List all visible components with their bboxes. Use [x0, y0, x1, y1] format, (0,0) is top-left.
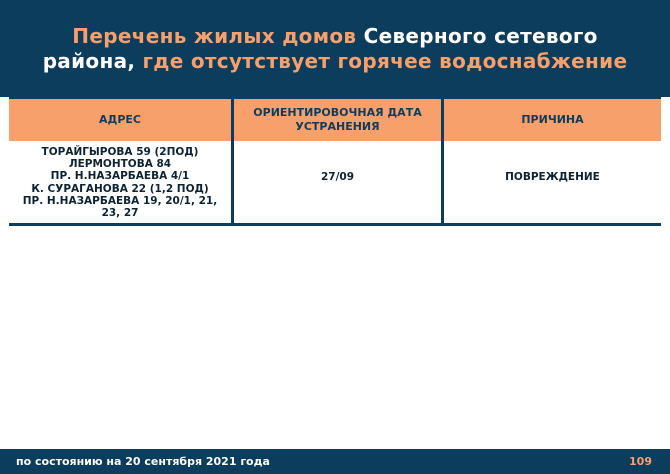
column-header-date: ОРИЕНТИРОВОЧНАЯ ДАТА УСТРАНЕНИЯ: [231, 99, 441, 141]
page-footer: [0, 449, 670, 474]
address-line: ЛЕРМОНТОВА 84: [68, 158, 172, 171]
status-date: по состоянию на 20 сентября 2021 года: [16, 455, 270, 468]
houses-table: [9, 97, 661, 226]
page-number: 109: [629, 455, 652, 468]
table-row: [9, 141, 661, 223]
address-line: ПР. Н.НАЗАРБАЕВА 4/1: [50, 170, 190, 183]
address-line: ТОРАЙГЫРОВА 59 (2ПОД): [41, 146, 199, 158]
title-plain-1: Северного сетевого: [356, 23, 598, 48]
address-line: К. СУРАГАНОВА 22 (1,2 ПОД): [31, 182, 209, 195]
title-accent-2: где отсутствует горячее водоснабжение: [135, 48, 628, 73]
column-header-reason: ПРИЧИНА: [441, 99, 661, 141]
column-header-address: АДРЕС: [99, 113, 141, 126]
page-header: [0, 0, 670, 97]
title-plain-2: района,: [42, 48, 136, 73]
address-line: 23, 27: [101, 207, 139, 220]
cell-date: 27/09: [231, 141, 441, 223]
title-line-2: [43, 49, 628, 74]
cell-reason: ПОВРЕЖДЕНИЕ: [441, 141, 661, 223]
table-header-row: [9, 97, 661, 141]
title-accent-1: Перечень жилых домов: [72, 23, 357, 48]
title-line-1: [72, 24, 597, 49]
address-line: ПР. Н.НАЗАРБАЕВА 19, 20/1, 21,: [22, 194, 218, 207]
cell-address: [9, 141, 231, 223]
